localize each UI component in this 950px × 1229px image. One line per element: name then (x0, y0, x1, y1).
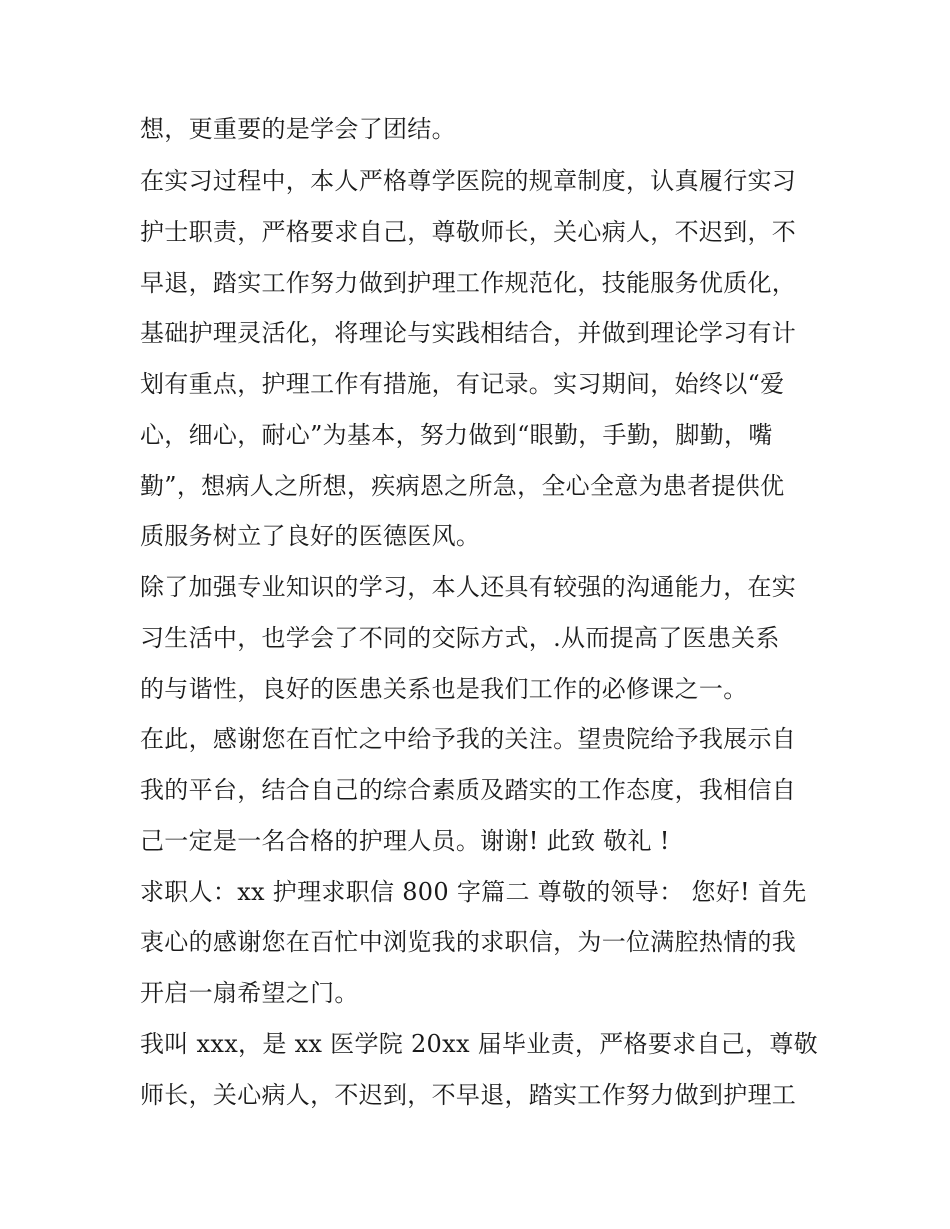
text-line: 开启一扇希望之门。 (140, 979, 359, 1007)
text-line: 在实习过程中，本人严格尊学医院的规章制度，认真履行实习 (140, 167, 797, 195)
text-line: 在此，感谢您在百忙之中给予我的关注。望贵院给予我展示自 (140, 725, 797, 753)
text-line: 早退，踏实工作努力做到护理工作规范化，技能服务优质化， (140, 269, 797, 297)
text-line: 质服务树立了良好的医德医风。 (140, 522, 481, 550)
text-line: 习生活中，也学会了不同的交际方式，.从而提高了医患关系 (140, 624, 780, 652)
text-line: 划有重点，护理工作有措施，有记录。实习期间，始终以“爱 (140, 370, 785, 398)
text-line: 心，细心，耐心”为基本，努力做到“眼勤，手勤，脚勤，嘴 (140, 421, 773, 449)
text-line: 我的平台，结合自己的综合素质及踏实的工作态度，我相信自 (140, 776, 797, 804)
text-line: 己一定是一名合格的护理人员。谢谢! 此致 敬礼 ! (140, 827, 670, 855)
text-line: 除了加强专业知识的学习，本人还具有较强的沟通能力，在实 (140, 573, 797, 601)
text-line: 师长，关心病人，不迟到，不早退，踏实工作努力做到护理工 (140, 1081, 797, 1109)
text-line: 想，更重要的是学会了团结。 (140, 115, 456, 143)
text-line: 勤”，想病人之所想，疾病恩之所急，全心全意为患者提供优 (140, 472, 785, 500)
text-line: 我叫 xxx，是 xx 医学院 20xx 届毕业责，严格要求自己，尊敬 (140, 1030, 818, 1058)
text-line: 衷心的感谢您在百忙中浏览我的求职信，为一位满腔热情的我 (140, 928, 797, 956)
text-line: 的与谐性，良好的医患关系也是我们工作的必修课之一。 (140, 675, 748, 703)
text-line: 基础护理灵活化，将理论与实践相结合，并做到理论学习有计 (140, 319, 797, 347)
text-line: 护士职责，严格要求自己，尊敬师长，关心病人，不迟到，不 (140, 218, 797, 246)
text-line: 求职人：xx 护理求职信 800 字篇二 尊敬的领导： 您好! 首先 (140, 878, 807, 906)
